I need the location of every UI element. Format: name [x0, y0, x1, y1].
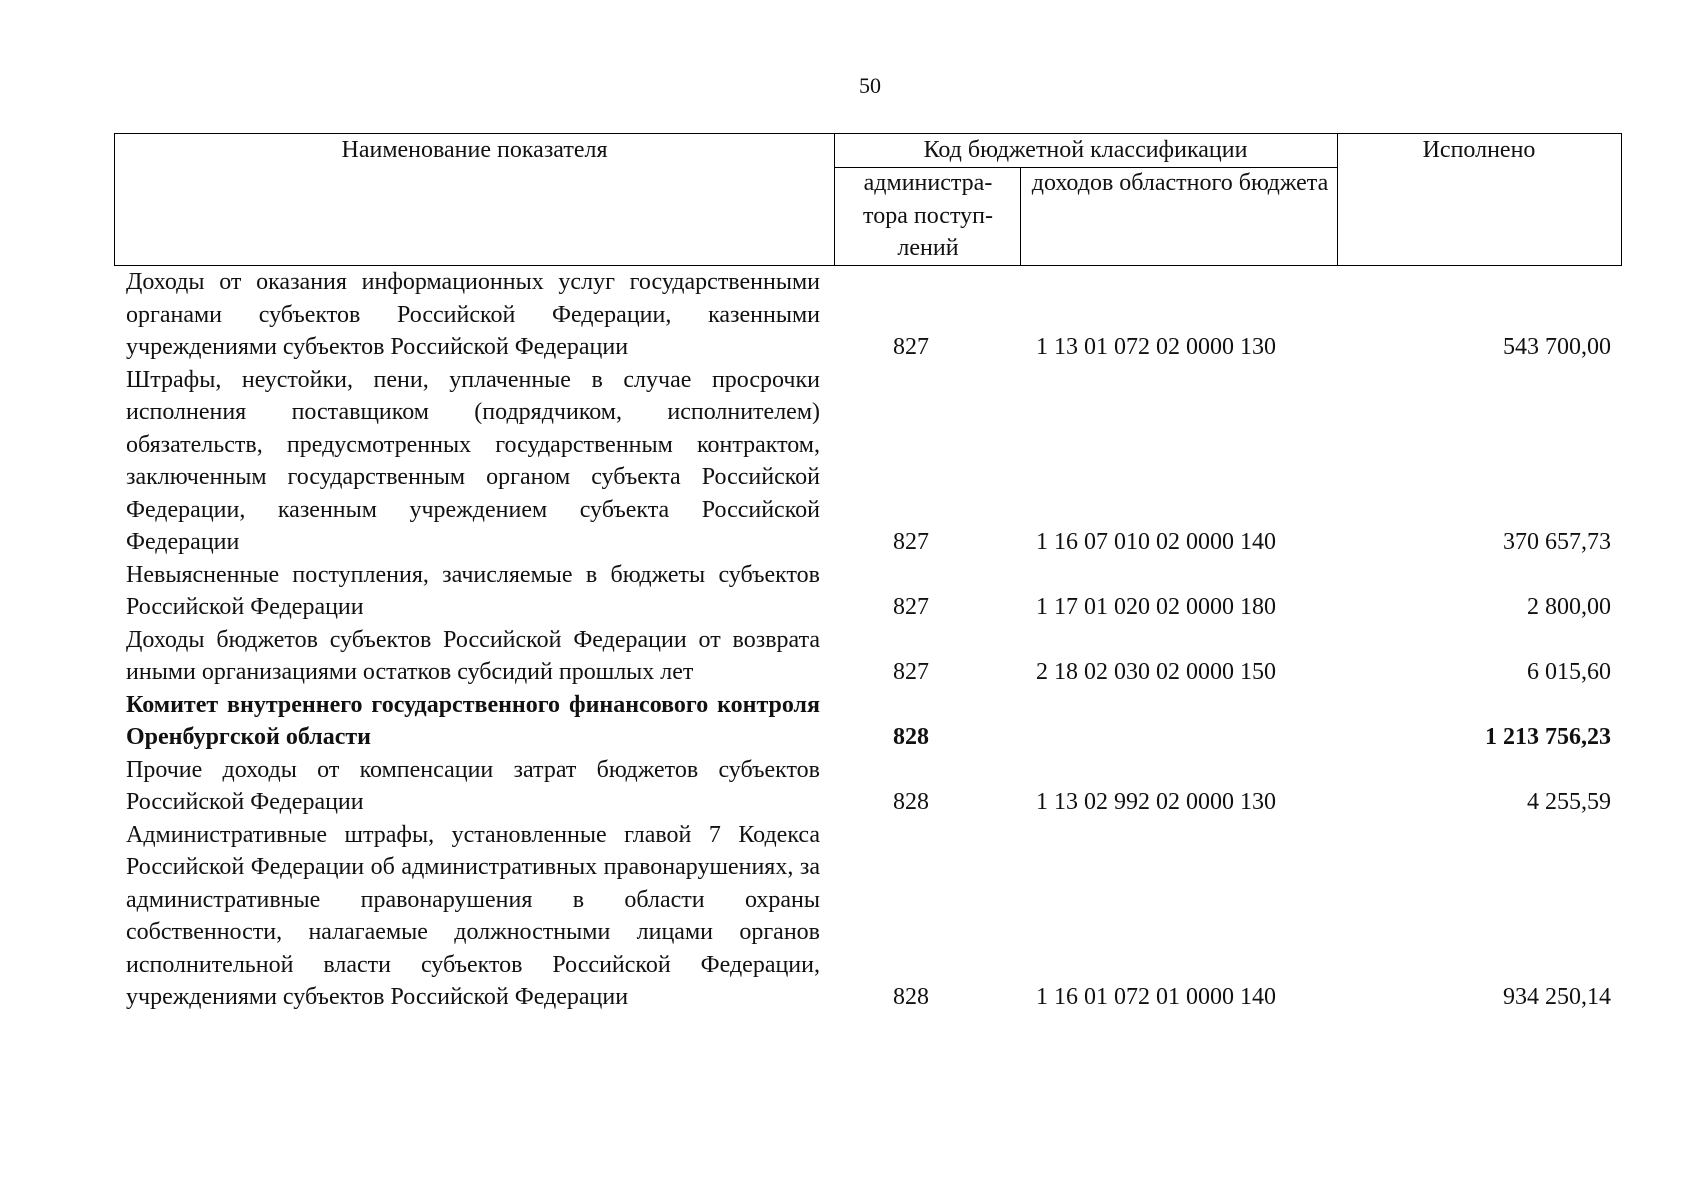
row-name: Доходы бюджетов субъектов Российской Федерации от возврата иными организациями остатков субсидий прошлых лет — [126, 626, 820, 685]
table-body — [126, 266, 1616, 1014]
header-name-column: Наименование показателя — [341, 137, 608, 163]
row-admin-code: 827 — [893, 529, 929, 555]
row-executed-sum: 1 213 756,23 — [1485, 724, 1611, 750]
row-budget-code: 1 13 02 992 02 0000 130 — [1036, 789, 1276, 815]
table-row — [126, 624, 1616, 689]
table-row — [126, 266, 1616, 364]
row-executed-sum: 4 255,59 — [1527, 789, 1611, 815]
row-executed-sum: 6 015,60 — [1527, 659, 1611, 685]
page-number: 50 — [859, 73, 881, 98]
row-budget-code: 1 17 01 020 02 0000 180 — [1036, 594, 1276, 620]
row-admin-code: 828 — [893, 724, 929, 750]
row-budget-code: 2 18 02 030 02 0000 150 — [1036, 659, 1276, 685]
row-name: Штрафы, неустойки, пени, уплаченные в случае просрочки исполнения поставщиком (подрядчиком, исполнителем) обязательств, предусмотренных государственным контрактом, заключенным государственным органом субъекта Российской Федерации, казенным учреждением субъекта Российской Федерации — [126, 366, 820, 555]
row-executed-sum: 370 657,73 — [1503, 529, 1611, 555]
row-budget-code: 1 16 07 010 02 0000 140 — [1036, 529, 1276, 555]
row-executed-sum: 934 250,14 — [1503, 984, 1611, 1010]
row-admin-code: 827 — [893, 334, 929, 360]
table-row — [126, 559, 1616, 624]
row-executed-sum: 543 700,00 — [1503, 334, 1611, 360]
table-header — [114, 133, 1622, 266]
row-name: Комитет внутреннего государственного финансового контроля Оренбургской области — [126, 691, 820, 750]
row-name: Прочие доходы от компенсации затрат бюджетов субъектов Российской Федерации — [126, 756, 820, 815]
table-row-section-total — [126, 689, 1616, 754]
row-executed-sum: 2 800,00 — [1527, 594, 1611, 620]
row-admin-code: 827 — [893, 594, 929, 620]
row-name: Невыясненные поступления, зачисляемые в бюджеты субъектов Российской Федерации — [126, 561, 820, 620]
table-row — [126, 819, 1616, 1014]
row-admin-code: 827 — [893, 659, 929, 685]
row-budget-code: 1 16 01 072 01 0000 140 — [1036, 984, 1276, 1010]
header-admin-column: администра-тора поступ-лений — [863, 170, 993, 261]
row-name: Доходы от оказания информационных услуг государственными органами субъектов Российской Федерации, казенными учреждениями субъектов Российской Федерации — [126, 269, 820, 360]
row-name: Административные штрафы, установленные главой 7 Кодекса Российской Федерации об административных правонарушениях, за административные правонарушения в области охраны собственности, налагаемые должностными лицами органов исполнительной власти субъектов Российской Федерации, учреждениями субъектов Российской Федерации — [126, 821, 820, 1010]
header-executed-column: Исполнено — [1422, 137, 1536, 163]
header-code-group: Код бюджетной классификации — [923, 137, 1248, 163]
row-admin-code: 828 — [893, 789, 929, 815]
table-row — [126, 364, 1616, 559]
row-budget-code: 1 13 01 072 02 0000 130 — [1036, 334, 1276, 360]
header-divider — [1020, 167, 1021, 265]
row-admin-code: 828 — [893, 984, 929, 1010]
table-row — [126, 754, 1616, 819]
header-income-column: доходов областного бюджета — [1031, 170, 1329, 196]
